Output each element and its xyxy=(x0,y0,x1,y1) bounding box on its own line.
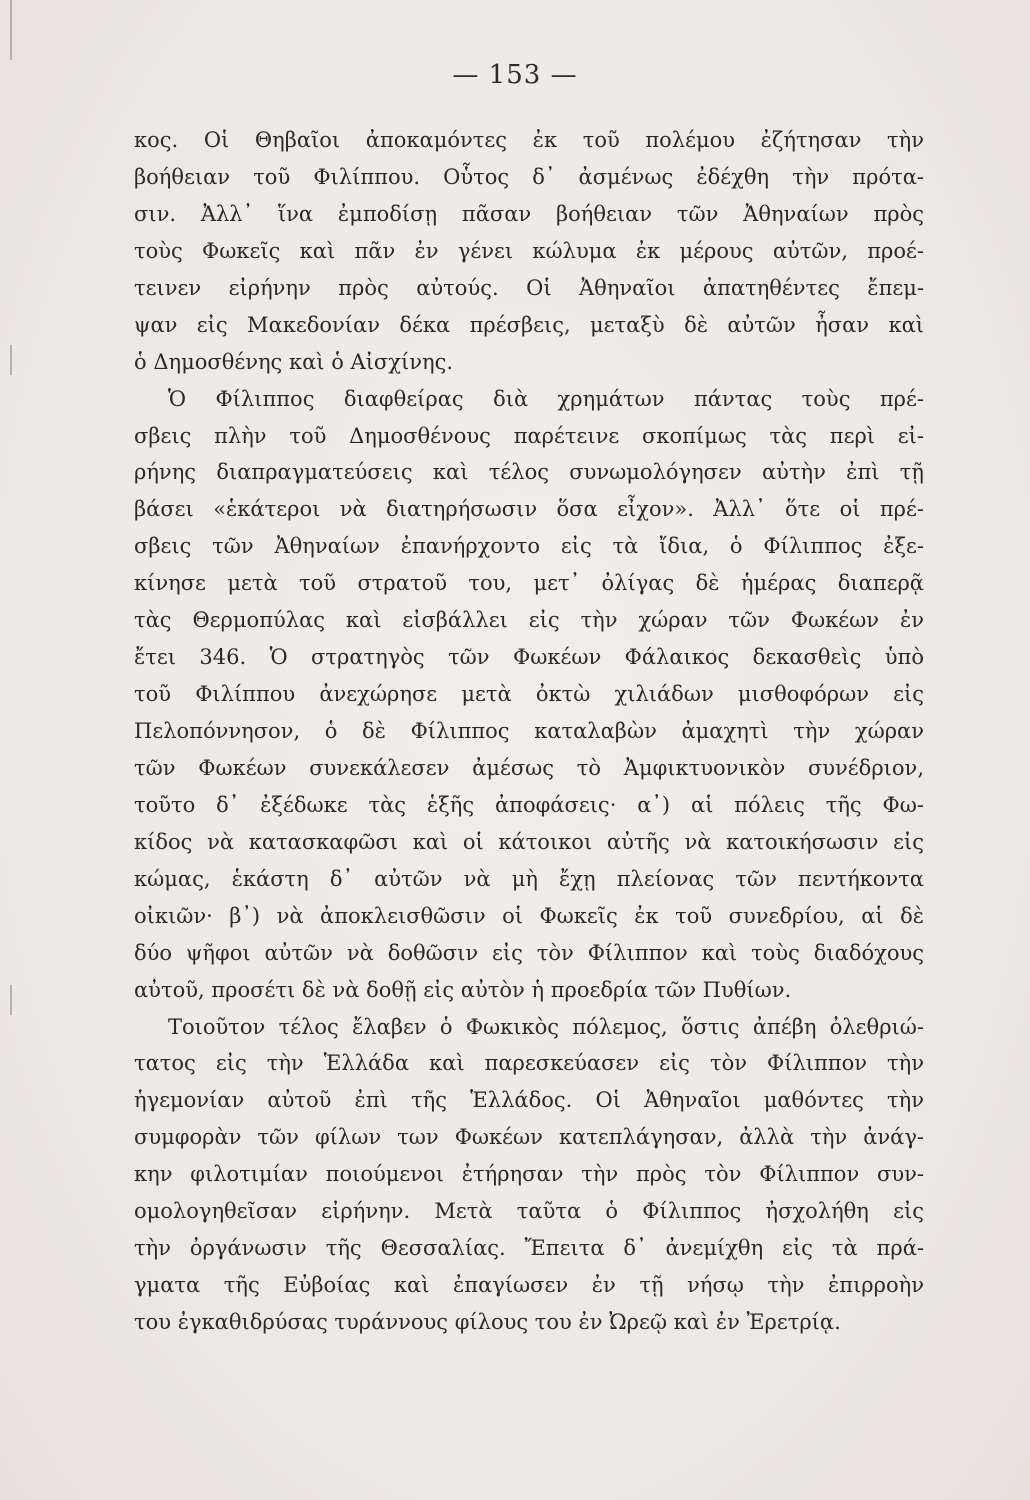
page-edge-mark xyxy=(10,985,12,1015)
text-line: του ἐγκαθιδρύσας τυράννους φίλους του ἐν Ὠρεῷ καὶ ἐν Ἐρετρίᾳ. xyxy=(134,1310,841,1334)
page-edge-mark xyxy=(10,345,12,375)
body-text xyxy=(134,122,924,1341)
text-line: κώμας, ἑκάστη δ᾽ αὐτῶν νὰ μὴ ἔχῃ πλείονας τῶν πεντήκοντα xyxy=(134,866,924,891)
text-line: ὁ Δημοσθένης καὶ ὁ Αἰσχίνης. xyxy=(134,349,454,374)
text-line: Τοιοῦτον τέλος ἔλαβεν ὁ Φωκικὸς πόλεμος, ὅστις ἀπέβη ὀλεθριώ- xyxy=(168,1014,924,1039)
text-line: οἰκιῶν· β᾽) νὰ ἀποκλεισθῶσιν οἱ Φωκεῖς ἐκ τοῦ συνεδρίου, αἱ δὲ xyxy=(134,903,924,928)
text-line: δύο ψῆφοι αὐτῶν νὰ δοθῶσιν εἰς τὸν Φίλιππον καὶ τοὺς διαδόχους xyxy=(134,940,924,965)
text-line: σβεις τῶν Ἀθηναίων ἐπανήρχοντο εἰς τὰ ἴδια, ὁ Φίλιππος ἐξε- xyxy=(134,534,924,559)
text-line: συμφορὰν τῶν φίλων των Φωκέων κατεπλάγησαν, ἀλλὰ τὴν ἀνάγ- xyxy=(134,1125,924,1150)
text-line: βάσει «ἑκάτεροι νὰ διατηρήσωσιν ὅσα εἶχον». Ἀλλ᾽ ὅτε οἱ πρέ- xyxy=(134,497,924,522)
page-number: — 153 — xyxy=(452,60,578,90)
page-edge-mark xyxy=(10,0,12,60)
text-line: κίδος νὰ κατασκαφῶσι καὶ οἱ κάτοικοι αὐτῆς νὰ κατοικήσωσιν εἰς xyxy=(134,829,924,854)
text-line: τεινεν εἰρήνην πρὸς αὐτούς. Οἱ Ἀθηναῖοι ἀπατηθέντες ἔπεμ- xyxy=(134,275,924,300)
text-line: κίνησε μετὰ τοῦ στρατοῦ του, μετ᾽ ὀλίγας δὲ ἡμέρας διαπερᾷ xyxy=(134,571,924,596)
text-line: βοήθειαν τοῦ Φιλίππου. Οὗτος δ᾽ ἀσμένως ἐδέχθη τὴν πρότα- xyxy=(134,164,924,189)
text-line: ἔτει 346. Ὁ στρατηγὸς τῶν Φωκέων Φάλαικος δεκασθεὶς ὑπὸ xyxy=(134,645,924,670)
text-line: ομολογηθεῖσαν εἰρήνην. Μετὰ ταῦτα ὁ Φίλιππος ἠσχολήθη εἰς xyxy=(134,1199,924,1224)
text-line: σβεις πλὴν τοῦ Δημοσθένους παρέτεινε σκοπίμως τὰς περὶ εἰ- xyxy=(134,423,924,448)
text-line: τατος εἰς τὴν Ἑλλάδα καὶ παρεσκεύασεν εἰς τὸν Φίλιππον τὴν xyxy=(134,1051,924,1076)
text-line: τὰς Θερμοπύλας καὶ εἰσβάλλει εἰς τὴν χώραν τῶν Φωκέων ἐν xyxy=(134,608,924,633)
text-line: κην φιλοτιμίαν ποιούμενοι ἐτήρησαν τὴν πρὸς τὸν Φίλιππον συν- xyxy=(134,1162,924,1187)
text-line: τῶν Φωκέων συνεκάλεσεν ἀμέσως τὸ Ἀμφικτυονικὸν συνέδριον, xyxy=(134,755,924,780)
text-line: Πελοπόννησον, ὁ δὲ Φίλιππος καταλαβὼν ἀμαχητὶ τὴν χώραν xyxy=(134,719,924,743)
text-line: τοῦτο δ᾽ ἐξέδωκε τὰς ἑξῆς ἀποφάσεις· α᾽) αἱ πόλεις τῆς Φω- xyxy=(134,792,924,817)
text-line: τὴν ὀργάνωσιν τῆς Θεσσαλίας. Ἔπειτα δ᾽ ἀνεμίχθη εἰς τὰ πρά- xyxy=(134,1236,924,1261)
text-line: σιν. Ἀλλ᾽ ἵνα ἐμποδίσῃ πᾶσαν βοήθειαν τῶν Ἀθηναίων πρὸς xyxy=(134,201,924,226)
text-line: αὐτοῦ, προσέτι δὲ νὰ δοθῇ εἰς αὐτὸν ἡ προεδρία τῶν Πυθίων. xyxy=(134,977,792,1002)
text-line: ψαν εἰς Μακεδονίαν δέκα πρέσβεις, μεταξὺ δὲ αὐτῶν ἦσαν καὶ xyxy=(134,312,924,337)
text-line: Ὁ Φίλιππος διαφθείρας διὰ χρημάτων πάντας τοὺς πρέ- xyxy=(168,386,924,411)
text-line: γματα τῆς Εὐβοίας καὶ ἐπαγίωσεν ἐν τῇ νήσῳ τὴν ἐπιρροὴν xyxy=(134,1273,924,1298)
text-line: ἡγεμονίαν αὐτοῦ ἐπὶ τῆς Ἑλλάδος. Οἱ Ἀθηναῖοι μαθόντες τὴν xyxy=(134,1088,924,1113)
text-line: κος. Οἱ Θηβαῖοι ἀποκαμόντες ἐκ τοῦ πολέμου ἐζήτησαν τὴν xyxy=(134,128,924,152)
text-line: τοὺς Φωκεῖς καὶ πᾶν ἐν γένει κώλυμα ἐκ μέρους αὐτῶν, προέ- xyxy=(134,238,924,263)
text-line: τοῦ Φιλίππου ἀνεχώρησε μετὰ ὀκτὼ χιλιάδων μισθοφόρων εἰς xyxy=(134,682,924,707)
text-line: ρήνης διαπραγματεύσεις καὶ τέλος συνωμολόγησεν αὐτὴν ἐπὶ τῇ xyxy=(134,460,924,485)
